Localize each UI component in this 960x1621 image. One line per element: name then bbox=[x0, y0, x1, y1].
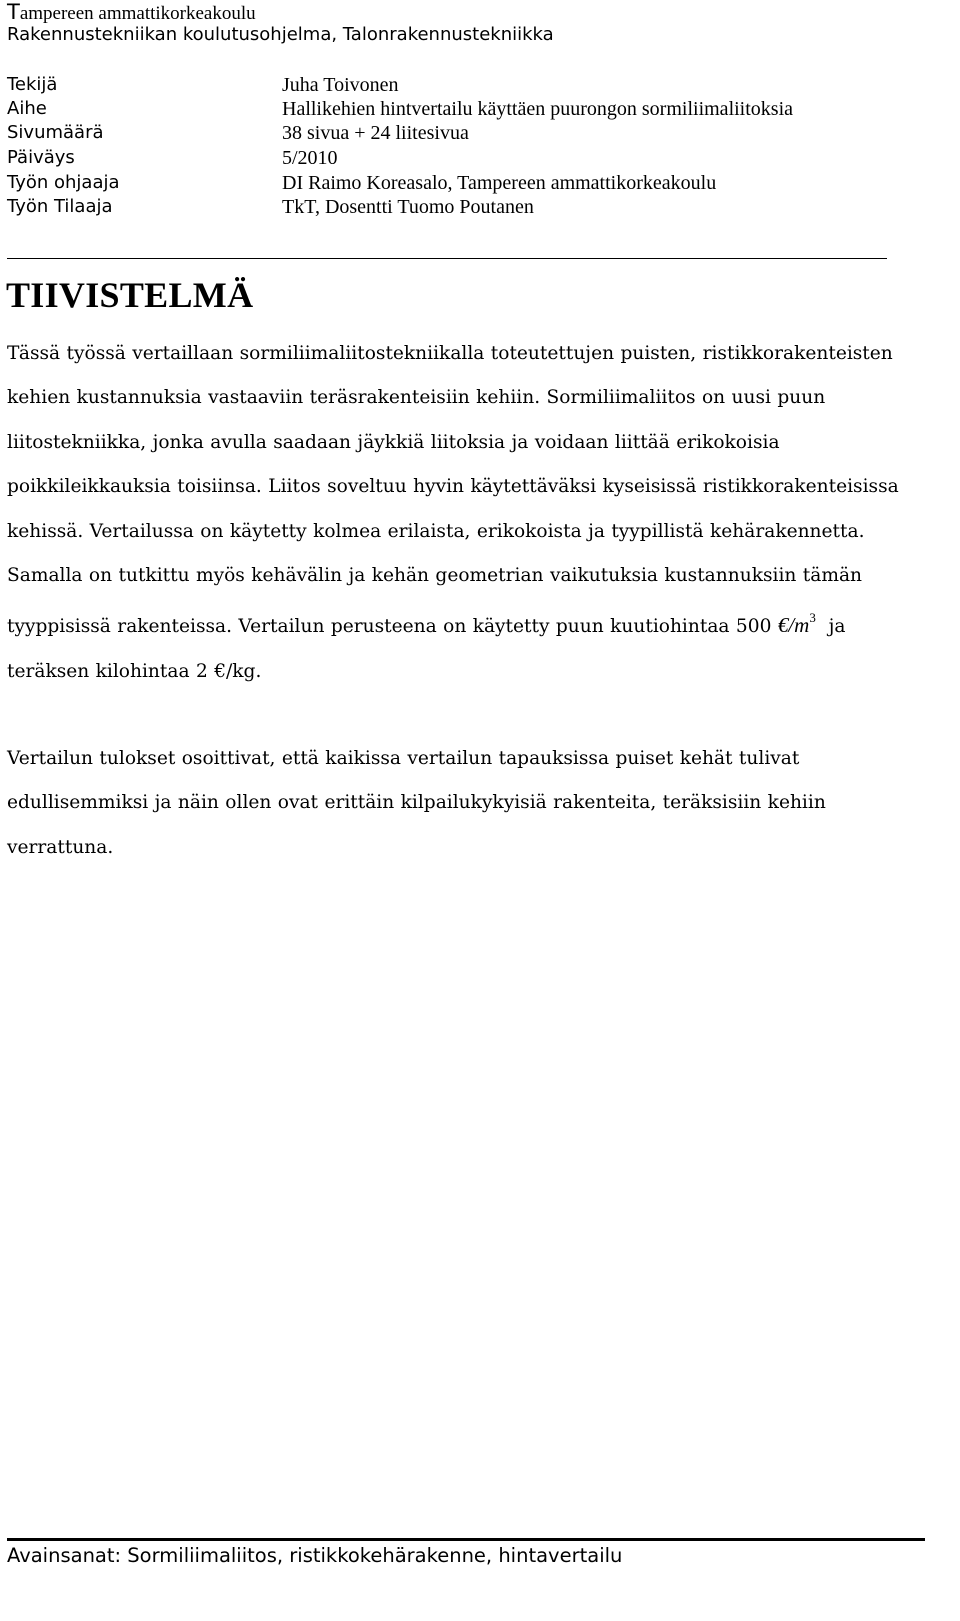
abstract-heading: TIIVISTELMÄ bbox=[6, 275, 254, 315]
abstract-paragraph-1 bbox=[7, 332, 932, 694]
footer-divider bbox=[7, 1538, 925, 1541]
keywords: Avainsanat: Sormiliimaliitos, ristikkokehärakenne, hintavertailu bbox=[7, 1544, 623, 1567]
author-label: Tekijä bbox=[7, 74, 58, 95]
client-label: Työn Tilaaja bbox=[7, 196, 113, 217]
institution-name-rest: ampereen ammattikorkeakoulu bbox=[19, 3, 256, 24]
abstract-paragraph-1-text: Tässä työssä vertaillaan sormiliimaliitostekniikalla toteutettujen puisten, ristikkorakenteisten kehien kustannuksia vastaaviin teräsrakenteisiin kehiin. Sormiliimaliitos on uusi puun liitostekniikka, jonka avulla saadaan jäykkiä liitoksia ja voidaan liittää erikokoisia poikkileikkauksia toisiinsa. Liitos soveltuu hyvin käytettäväksi kyseisissä ristikkorakenteisissa kehissä. Vertailussa on käytetty kolmea erilaista, erikokoista ja tyypillistä kehärakennetta. Samalla on tutkittu myös kehävälin ja kehän geometrian vaikutuksia kustannuksiin tämän tyyppisissä rakenteissa. Vertailun perusteena on käytetty puun kuutiohintaa 500 bbox=[7, 343, 899, 638]
supervisor-value: DI Raimo Koreasalo, Tampereen ammattikorkeakoulu bbox=[282, 172, 717, 194]
abstract-paragraph-1-end: ja teräksen kilohintaa 2 €/kg. bbox=[7, 616, 846, 682]
formula-variable: m bbox=[794, 613, 810, 638]
topic-label: Aihe bbox=[7, 98, 47, 119]
meta-row-date bbox=[7, 146, 907, 171]
degree-program: Rakennustekniikan koulutusohjelma, Talonrakennustekniikka bbox=[7, 24, 554, 45]
meta-row-author bbox=[7, 73, 907, 98]
header-divider bbox=[7, 258, 887, 259]
abstract-paragraph-2-text: Vertailun tulokset osoittivat, että kaikissa vertailun tapauksissa puiset kehät tulivat edullisemmiksi ja näin ollen ovat erittäin kilpailukykyisiä rakenteita, teräksisiin kehiin verrattuna. bbox=[7, 748, 826, 858]
date-value: 5/2010 bbox=[282, 147, 338, 169]
abstract-paragraph-2 bbox=[7, 737, 932, 870]
date-label: Päiväys bbox=[7, 147, 75, 168]
pages-value: 38 sivua + 24 liitesivua bbox=[282, 122, 469, 144]
formula-unit: €/ bbox=[777, 613, 795, 638]
meta-row-supervisor bbox=[7, 171, 907, 196]
supervisor-label: Työn ohjaaja bbox=[7, 172, 120, 193]
price-unit-formula bbox=[777, 610, 816, 638]
meta-row-topic bbox=[7, 97, 907, 122]
pages-label: Sivumäärä bbox=[7, 122, 104, 143]
meta-row-pages bbox=[7, 121, 907, 146]
client-value: TkT, Dosentti Tuomo Poutanen bbox=[282, 196, 534, 218]
author-value: Juha Toivonen bbox=[282, 74, 399, 96]
institution-initial: T bbox=[7, 0, 20, 24]
formula-exponent: 3 bbox=[809, 610, 816, 626]
topic-value: Hallikehien hintvertailu käyttäen puurongon sormiliimaliitoksia bbox=[282, 98, 794, 120]
meta-row-client bbox=[7, 195, 907, 220]
